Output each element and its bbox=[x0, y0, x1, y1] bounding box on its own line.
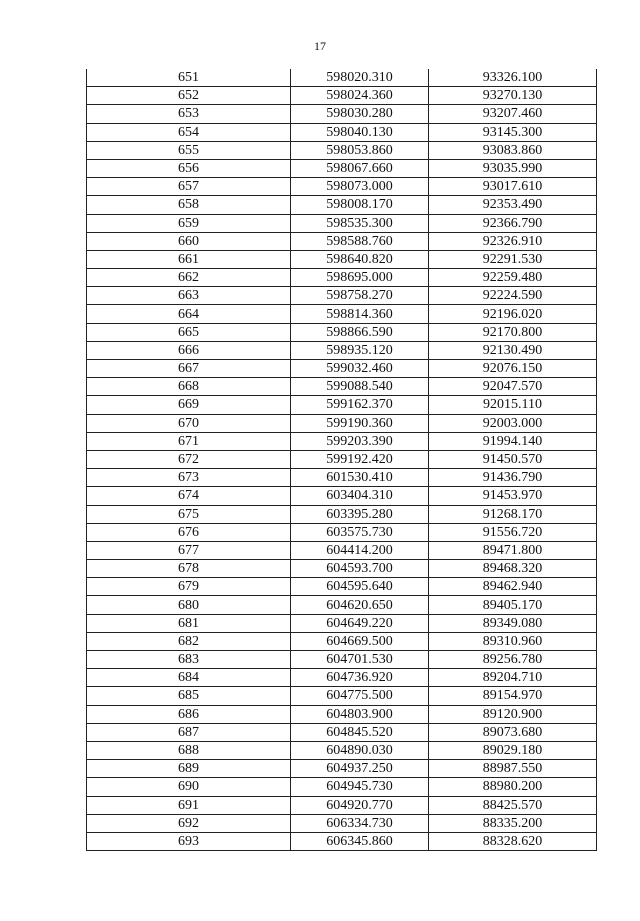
point-number-cell: 677 bbox=[87, 541, 291, 559]
x-coordinate-cell: 599203.390 bbox=[291, 432, 429, 450]
page-number: 17 bbox=[314, 39, 326, 53]
x-coordinate-cell: 598866.590 bbox=[291, 323, 429, 341]
table-row bbox=[87, 632, 597, 650]
point-number-cell: 684 bbox=[87, 669, 291, 687]
table-row bbox=[87, 705, 597, 723]
y-coordinate-cell: 89405.170 bbox=[429, 596, 597, 614]
table-row bbox=[87, 178, 597, 196]
y-coordinate-cell: 91453.970 bbox=[429, 487, 597, 505]
point-number-cell: 668 bbox=[87, 378, 291, 396]
point-number-cell: 666 bbox=[87, 341, 291, 359]
table-row bbox=[87, 250, 597, 268]
y-coordinate-cell: 91450.570 bbox=[429, 450, 597, 468]
y-coordinate-cell: 92353.490 bbox=[429, 196, 597, 214]
point-number-cell: 686 bbox=[87, 705, 291, 723]
point-number-cell: 678 bbox=[87, 560, 291, 578]
table-row bbox=[87, 269, 597, 287]
point-number-cell: 653 bbox=[87, 105, 291, 123]
x-coordinate-cell: 598030.280 bbox=[291, 105, 429, 123]
y-coordinate-cell: 88980.200 bbox=[429, 778, 597, 796]
y-coordinate-cell: 89310.960 bbox=[429, 632, 597, 650]
point-number-cell: 673 bbox=[87, 469, 291, 487]
table-row bbox=[87, 596, 597, 614]
table-row bbox=[87, 378, 597, 396]
x-coordinate-cell: 604803.900 bbox=[291, 705, 429, 723]
table-row bbox=[87, 141, 597, 159]
table-row bbox=[87, 305, 597, 323]
point-number-cell: 664 bbox=[87, 305, 291, 323]
table-row bbox=[87, 196, 597, 214]
point-number-cell: 687 bbox=[87, 723, 291, 741]
y-coordinate-cell: 93270.130 bbox=[429, 87, 597, 105]
y-coordinate-cell: 92170.800 bbox=[429, 323, 597, 341]
table-row bbox=[87, 814, 597, 832]
y-coordinate-cell: 88328.620 bbox=[429, 832, 597, 850]
x-coordinate-cell: 604701.530 bbox=[291, 651, 429, 669]
table-row bbox=[87, 287, 597, 305]
point-number-cell: 679 bbox=[87, 578, 291, 596]
table-row bbox=[87, 741, 597, 759]
x-coordinate-cell: 598053.860 bbox=[291, 141, 429, 159]
x-coordinate-cell: 598073.000 bbox=[291, 178, 429, 196]
x-coordinate-cell: 598814.360 bbox=[291, 305, 429, 323]
x-coordinate-cell: 604649.220 bbox=[291, 614, 429, 632]
x-coordinate-cell: 603404.310 bbox=[291, 487, 429, 505]
x-coordinate-cell: 598935.120 bbox=[291, 341, 429, 359]
y-coordinate-cell: 92003.000 bbox=[429, 414, 597, 432]
table-row bbox=[87, 523, 597, 541]
point-number-cell: 685 bbox=[87, 687, 291, 705]
table-row bbox=[87, 505, 597, 523]
table-row bbox=[87, 560, 597, 578]
x-coordinate-cell: 599192.420 bbox=[291, 450, 429, 468]
y-coordinate-cell: 88425.570 bbox=[429, 796, 597, 814]
y-coordinate-cell: 89204.710 bbox=[429, 669, 597, 687]
point-number-cell: 674 bbox=[87, 487, 291, 505]
x-coordinate-cell: 604920.770 bbox=[291, 796, 429, 814]
y-coordinate-cell: 89471.800 bbox=[429, 541, 597, 559]
point-number-cell: 654 bbox=[87, 123, 291, 141]
table-row bbox=[87, 396, 597, 414]
x-coordinate-cell: 603575.730 bbox=[291, 523, 429, 541]
table-row bbox=[87, 651, 597, 669]
table-row bbox=[87, 123, 597, 141]
y-coordinate-cell: 88987.550 bbox=[429, 760, 597, 778]
table-row bbox=[87, 832, 597, 850]
point-number-cell: 663 bbox=[87, 287, 291, 305]
point-number-cell: 652 bbox=[87, 87, 291, 105]
x-coordinate-cell: 604937.250 bbox=[291, 760, 429, 778]
x-coordinate-cell: 599162.370 bbox=[291, 396, 429, 414]
x-coordinate-cell: 604845.520 bbox=[291, 723, 429, 741]
point-number-cell: 667 bbox=[87, 360, 291, 378]
y-coordinate-cell: 92015.110 bbox=[429, 396, 597, 414]
x-coordinate-cell: 606334.730 bbox=[291, 814, 429, 832]
table-row bbox=[87, 87, 597, 105]
x-coordinate-cell: 598040.130 bbox=[291, 123, 429, 141]
x-coordinate-cell: 599190.360 bbox=[291, 414, 429, 432]
x-coordinate-cell: 604620.650 bbox=[291, 596, 429, 614]
table-row bbox=[87, 414, 597, 432]
table-row bbox=[87, 105, 597, 123]
x-coordinate-cell: 598020.310 bbox=[291, 69, 429, 87]
y-coordinate-cell: 92326.910 bbox=[429, 232, 597, 250]
table-row bbox=[87, 432, 597, 450]
y-coordinate-cell: 89154.970 bbox=[429, 687, 597, 705]
table-row bbox=[87, 614, 597, 632]
x-coordinate-cell: 598024.360 bbox=[291, 87, 429, 105]
point-number-cell: 672 bbox=[87, 450, 291, 468]
point-number-cell: 682 bbox=[87, 632, 291, 650]
table-row bbox=[87, 796, 597, 814]
point-number-cell: 680 bbox=[87, 596, 291, 614]
y-coordinate-cell: 93017.610 bbox=[429, 178, 597, 196]
table-row bbox=[87, 487, 597, 505]
y-coordinate-cell: 92196.020 bbox=[429, 305, 597, 323]
x-coordinate-cell: 604945.730 bbox=[291, 778, 429, 796]
point-number-cell: 691 bbox=[87, 796, 291, 814]
y-coordinate-cell: 92224.590 bbox=[429, 287, 597, 305]
y-coordinate-cell: 92076.150 bbox=[429, 360, 597, 378]
y-coordinate-cell: 89073.680 bbox=[429, 723, 597, 741]
x-coordinate-cell: 598535.300 bbox=[291, 214, 429, 232]
x-coordinate-cell: 606345.860 bbox=[291, 832, 429, 850]
x-coordinate-cell: 598008.170 bbox=[291, 196, 429, 214]
x-coordinate-cell: 598067.660 bbox=[291, 159, 429, 177]
table-row bbox=[87, 669, 597, 687]
y-coordinate-cell: 91268.170 bbox=[429, 505, 597, 523]
point-number-cell: 692 bbox=[87, 814, 291, 832]
x-coordinate-cell: 598695.000 bbox=[291, 269, 429, 287]
y-coordinate-cell: 88335.200 bbox=[429, 814, 597, 832]
y-coordinate-cell: 92291.530 bbox=[429, 250, 597, 268]
point-number-cell: 688 bbox=[87, 741, 291, 759]
point-number-cell: 683 bbox=[87, 651, 291, 669]
table-row bbox=[87, 723, 597, 741]
x-coordinate-cell: 604736.920 bbox=[291, 669, 429, 687]
x-coordinate-cell: 598758.270 bbox=[291, 287, 429, 305]
point-number-cell: 656 bbox=[87, 159, 291, 177]
point-number-cell: 693 bbox=[87, 832, 291, 850]
table-row bbox=[87, 214, 597, 232]
point-number-cell: 665 bbox=[87, 323, 291, 341]
y-coordinate-cell: 89349.080 bbox=[429, 614, 597, 632]
y-coordinate-cell: 89468.320 bbox=[429, 560, 597, 578]
table-row bbox=[87, 578, 597, 596]
table-row bbox=[87, 469, 597, 487]
table-row bbox=[87, 323, 597, 341]
x-coordinate-cell: 604414.200 bbox=[291, 541, 429, 559]
x-coordinate-cell: 604669.500 bbox=[291, 632, 429, 650]
y-coordinate-cell: 89029.180 bbox=[429, 741, 597, 759]
coordinates-table bbox=[86, 69, 597, 851]
y-coordinate-cell: 89256.780 bbox=[429, 651, 597, 669]
y-coordinate-cell: 92259.480 bbox=[429, 269, 597, 287]
point-number-cell: 651 bbox=[87, 69, 291, 87]
coordinates-table-body bbox=[87, 69, 597, 851]
y-coordinate-cell: 93326.100 bbox=[429, 69, 597, 87]
point-number-cell: 689 bbox=[87, 760, 291, 778]
point-number-cell: 660 bbox=[87, 232, 291, 250]
table-row bbox=[87, 687, 597, 705]
point-number-cell: 661 bbox=[87, 250, 291, 268]
y-coordinate-cell: 93035.990 bbox=[429, 159, 597, 177]
x-coordinate-cell: 599088.540 bbox=[291, 378, 429, 396]
y-coordinate-cell: 92366.790 bbox=[429, 214, 597, 232]
y-coordinate-cell: 93083.860 bbox=[429, 141, 597, 159]
x-coordinate-cell: 598640.820 bbox=[291, 250, 429, 268]
x-coordinate-cell: 598588.760 bbox=[291, 232, 429, 250]
point-number-cell: 669 bbox=[87, 396, 291, 414]
y-coordinate-cell: 93145.300 bbox=[429, 123, 597, 141]
table-row bbox=[87, 69, 597, 87]
point-number-cell: 676 bbox=[87, 523, 291, 541]
x-coordinate-cell: 599032.460 bbox=[291, 360, 429, 378]
table-row bbox=[87, 360, 597, 378]
table-row bbox=[87, 541, 597, 559]
point-number-cell: 675 bbox=[87, 505, 291, 523]
y-coordinate-cell: 91994.140 bbox=[429, 432, 597, 450]
x-coordinate-cell: 604595.640 bbox=[291, 578, 429, 596]
table-row bbox=[87, 341, 597, 359]
x-coordinate-cell: 603395.280 bbox=[291, 505, 429, 523]
point-number-cell: 670 bbox=[87, 414, 291, 432]
table-row bbox=[87, 232, 597, 250]
point-number-cell: 658 bbox=[87, 196, 291, 214]
table-row bbox=[87, 778, 597, 796]
y-coordinate-cell: 92047.570 bbox=[429, 378, 597, 396]
y-coordinate-cell: 89462.940 bbox=[429, 578, 597, 596]
y-coordinate-cell: 91556.720 bbox=[429, 523, 597, 541]
y-coordinate-cell: 91436.790 bbox=[429, 469, 597, 487]
point-number-cell: 655 bbox=[87, 141, 291, 159]
point-number-cell: 681 bbox=[87, 614, 291, 632]
y-coordinate-cell: 89120.900 bbox=[429, 705, 597, 723]
table-row bbox=[87, 760, 597, 778]
x-coordinate-cell: 604890.030 bbox=[291, 741, 429, 759]
x-coordinate-cell: 604593.700 bbox=[291, 560, 429, 578]
x-coordinate-cell: 601530.410 bbox=[291, 469, 429, 487]
point-number-cell: 662 bbox=[87, 269, 291, 287]
y-coordinate-cell: 92130.490 bbox=[429, 341, 597, 359]
y-coordinate-cell: 93207.460 bbox=[429, 105, 597, 123]
x-coordinate-cell: 604775.500 bbox=[291, 687, 429, 705]
point-number-cell: 657 bbox=[87, 178, 291, 196]
point-number-cell: 671 bbox=[87, 432, 291, 450]
point-number-cell: 690 bbox=[87, 778, 291, 796]
table-row bbox=[87, 450, 597, 468]
point-number-cell: 659 bbox=[87, 214, 291, 232]
table-row bbox=[87, 159, 597, 177]
